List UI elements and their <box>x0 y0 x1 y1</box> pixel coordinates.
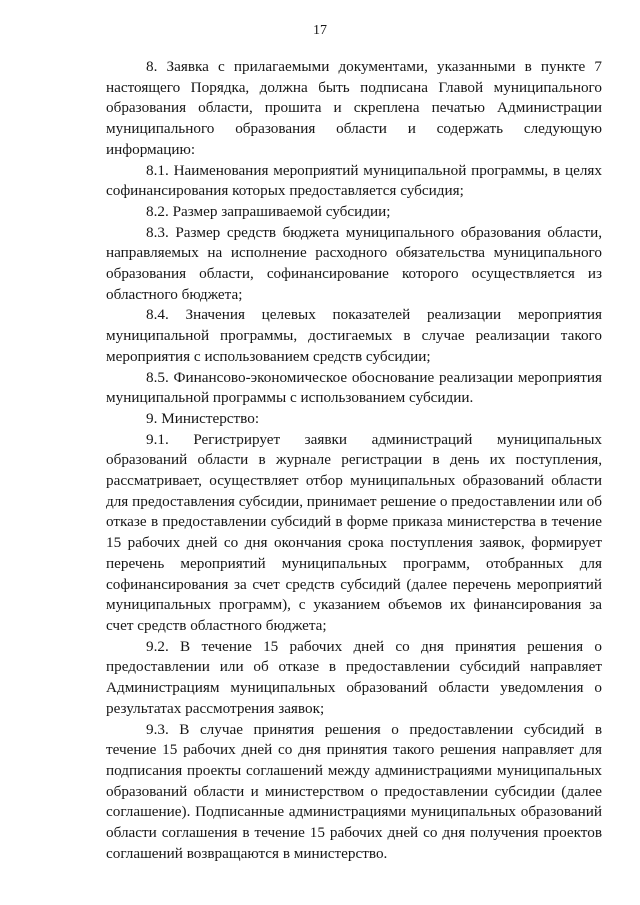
paragraph-9-2: 9.2. В течение 15 рабочих дней со дня принятия решения о предоставлении или об отказе в предоставлении субсидий направляет Администрациям муниципальных образований области уведомления о результатах рассмотрения заявок; <box>106 637 602 717</box>
paragraph-9: 9. Министерство: <box>146 409 260 427</box>
document-body <box>106 57 602 864</box>
paragraph-8-5: 8.5. Финансово-экономическое обоснование реализации мероприятия муниципальной программы с использованием субсидии. <box>106 368 602 407</box>
paragraph-8: 8. Заявка с прилагаемыми документами, указанными в пункте 7 настоящего Порядка, должна быть подписана Главой муниципального образования области, прошита и скреплена печатью Администрации муниципального образования области и содержать следующую информацию: <box>106 58 602 158</box>
paragraph-9-1: 9.1. Регистрирует заявки администраций муниципальных образований области в журнале регистрации в день их поступления, рассматривает, осуществляет отбор муниципальных образований области для предоставления субсидии, принимает решение о предоставлении или об отказе в предоставлении субсидий в форме приказа министерства в течение 15 рабочих дней со дня окончания срока поступления заявок, формирует перечень мероприятий муниципальных программ, отобранных для софинансирования за счет средств субсидий (далее перечень мероприятий муниципальных программ), с указанием объемов их финансирования за счет средств областного бюджета; <box>106 430 602 634</box>
paragraph-8-2: 8.2. Размер запрашиваемой субсидии; <box>146 202 391 220</box>
paragraph-8-4: 8.4. Значения целевых показателей реализации мероприятия муниципальной программы, достигаемых в случае реализации такого мероприятия с использованием средств субсидии; <box>106 306 602 365</box>
paragraph-9-3: 9.3. В случае принятия решения о предоставлении субсидий в течение 15 рабочих дней со дня принятия такого решения направляет для подписания проекты соглашений между администрациями муниципальных образований области и министерством о предоставлении субсидии (далее соглашение). Подписанные администрациями муниципальных образований области соглашения в течение 15 рабочих дней со дня получения проектов соглашений возвращаются в министерство. <box>106 720 602 862</box>
page-number: 17 <box>313 23 327 38</box>
paragraph-8-3: 8.3. Размер средств бюджета муниципального образования области, направляемых на исполнение расходного обязательства муниципального образования области, софинансирование которого осуществляется из областного бюджета; <box>106 223 602 303</box>
paragraph-8-1: 8.1. Наименования мероприятий муниципальной программы, в целях софинансирования которых предоставляется субсидия; <box>106 161 602 200</box>
